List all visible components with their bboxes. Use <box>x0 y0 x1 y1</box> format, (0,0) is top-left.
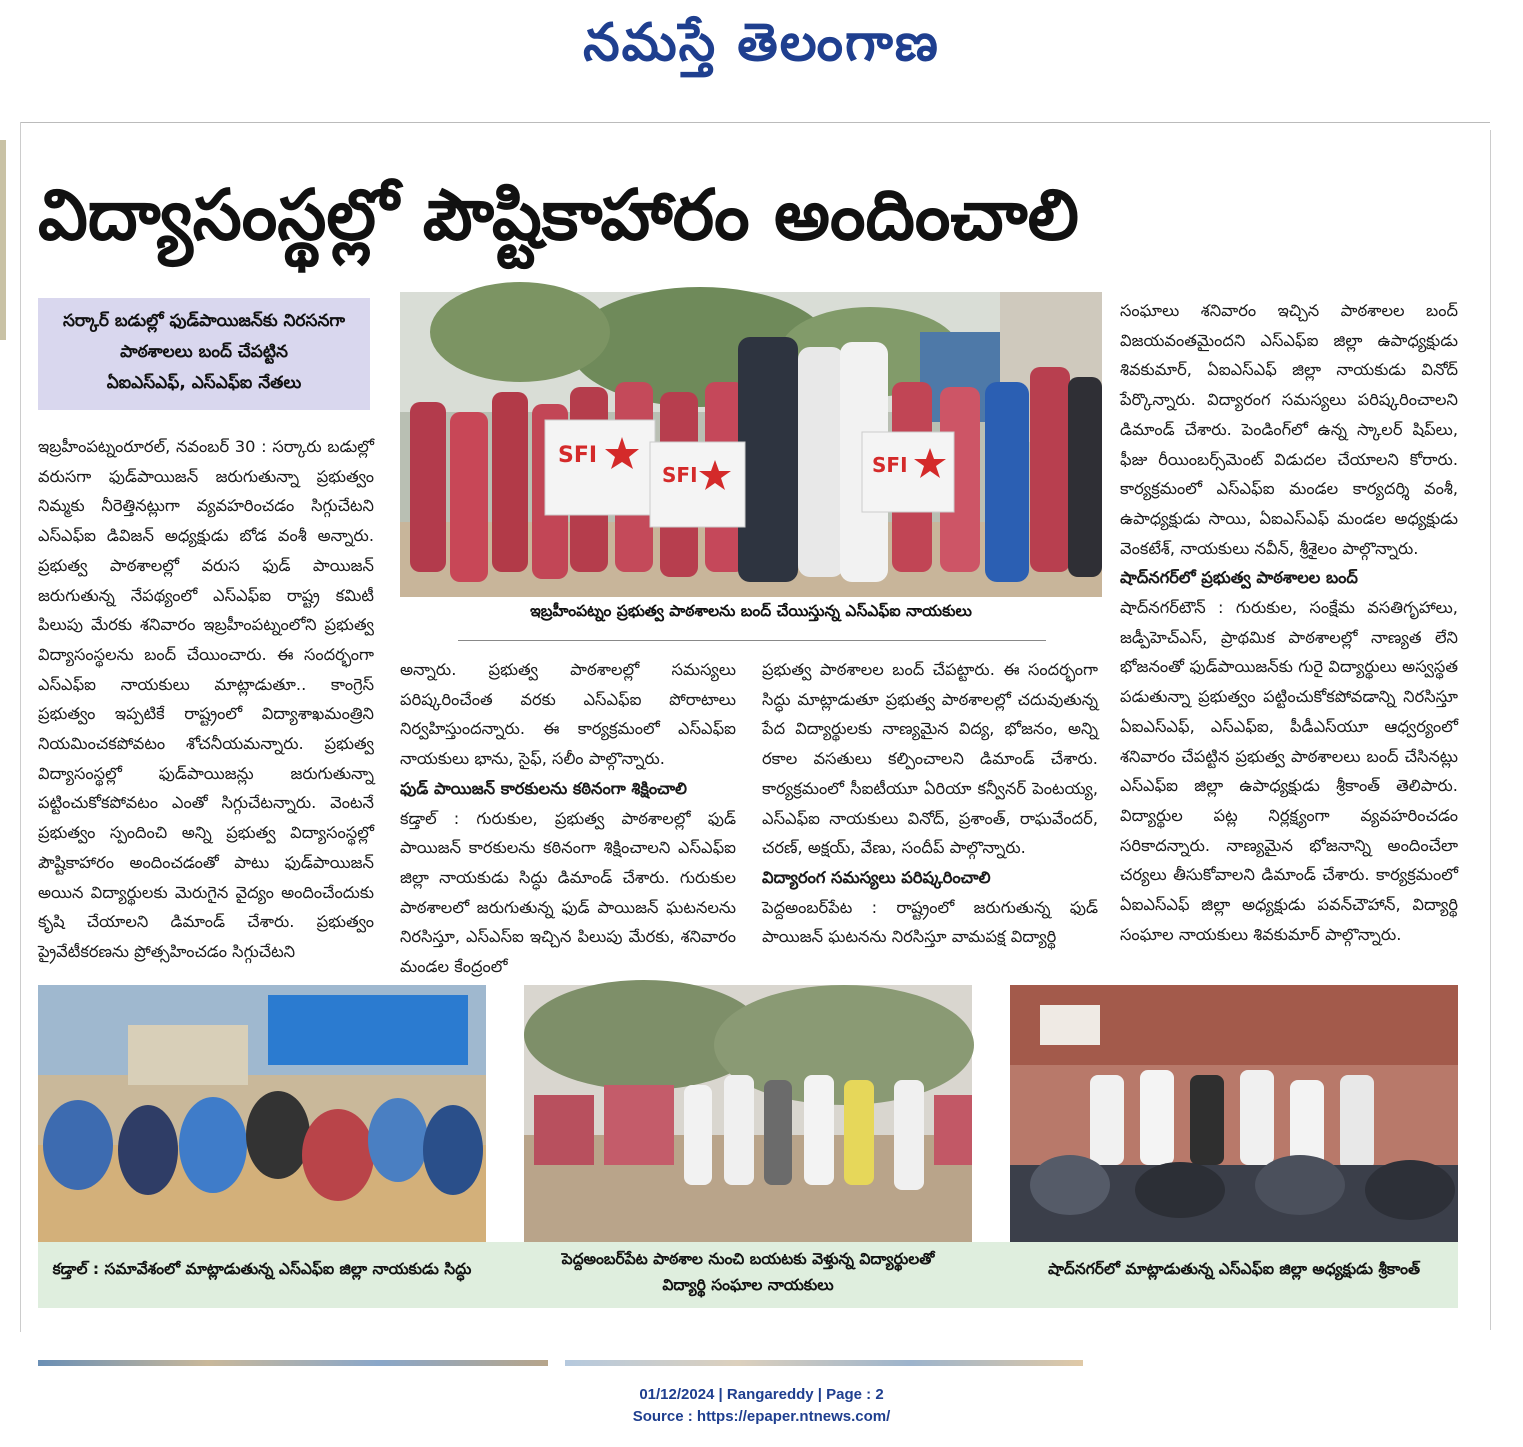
article-column-4 <box>1120 296 1458 961</box>
column-2-body-2: కడ్తాల్ : గురుకుల, ప్రభుత్వ పాఠశాలల్లో ఫుడ్ పాయిజన్ కారకులను కఠినంగా శిక్షించాలని ఎస్‌ఎఫ్ఐ జిల్లా నాయకుడు సిద్ధు డిమాండ్ చేశారు. గురుకుల పాఠశాలలో జరుగుతున్న ఫుడ్ పాయిజన్ ఘటనలను నిరసిస్తూ, ఎస్‌ఎస్ఐ ఇచ్చిన పిలుపు మేరకు, శనివారం మండల కేంద్రంలో <box>400 808 736 977</box>
right-rule <box>1490 130 1491 1330</box>
left-rule <box>20 122 21 1332</box>
next-article-image-strip-right <box>565 1360 1083 1366</box>
subhead-line-3: ఏఐఎస్‌ఎఫ్, ఎస్‌ఎఫ్ఐ నేతలు <box>106 373 302 393</box>
article-column-3 <box>762 655 1098 960</box>
column-3-body-2: పెద్దఅంబర్‌పేట : రాష్ట్రంలో జరుగుతున్న ఫుడ్ పాయిజన్ ఘటనను నిరసిస్తూ వామపక్ష విద్యార్థి <box>762 897 1098 947</box>
bottom-photo-right <box>1010 985 1458 1242</box>
footer-date-line: 01/12/2024 | Rangareddy | Page : 2 <box>639 1386 884 1403</box>
caption-divider <box>458 640 1046 641</box>
flag-text-2: SFI <box>662 463 698 487</box>
top-photo <box>400 292 1102 597</box>
column-4-subheading: షాద్‌నగర్‌లో ప్రభుత్వ పాఠశాలల బంద్ <box>1120 568 1358 588</box>
top-photo-caption: ఇబ్రహీంపట్నం ప్రభుత్వ పాఠశాలను బంద్ చేయిస్తున్న ఎస్‌ఎఫ్ఐ నాయకులు <box>530 602 972 620</box>
article-column-1 <box>38 432 374 962</box>
column-3-subheading: విద్యారంగ సమస్యలు పరిష్కరించాలి <box>762 867 991 887</box>
masthead-logo: నమస్తే తెలంగాణ <box>583 12 940 73</box>
bottom-caption-left: కడ్తాల్ : సమావేశంలో మాట్లాడుతున్న ఎస్‌ఎఫ్ఐ జిల్లా నాయకుడు సిద్ధు <box>52 1260 472 1278</box>
column-3-body-1: ప్రభుత్వ పాఠశాలల బంద్ చేపట్టారు. ఈ సందర్భంగా సిద్ధు మాట్లాడుతూ ప్రభుత్వ పాఠశాలల్లో చదువుతున్న పేద విద్యార్థులకు నాణ్యమైన విద్య, భోజనం, అన్ని రకాల వసతులు కల్పించాలని డిమాండ్ చేశారు. కార్యక్రమంలో సీఐటీయూ ఏరియా కన్వీనర్ పెంటయ్య, ఎస్‌ఎఫ్ఐ నాయకులు వినోద్, ప్రశాంత్, రాఘవేందర్, చరణ్, అక్షయ్, వేణు, సందీప్ పాల్గొన్నారు. <box>762 660 1098 858</box>
bottom-caption-right: షాద్‌నగర్‌లో మాట్లాడుతున్న ఎస్‌ఎఫ్ఐ జిల్లా అధ్యక్షుడు శ్రీకాంత్ <box>1047 1260 1421 1278</box>
subhead-line-1: సర్కార్ బడుల్లో ఫుడ్‌పాయిజన్‌కు నిరసనగా <box>62 311 346 331</box>
footer-source-line: Source : https://epaper.ntnews.com/ <box>632 1408 891 1425</box>
bottom-photo-left <box>38 985 486 1242</box>
flag-text-3: SFI <box>872 453 908 477</box>
top-rule <box>20 122 1490 123</box>
next-article-image-strip-left <box>38 1360 548 1366</box>
column-2-body-1: అన్నారు. ప్రభుత్వ పాఠశాలల్లో సమస్యలు పరిష్కరించేంత వరకు ఎస్‌ఎఫ్ఐ పోరాటాలు నిర్వహిస్తుందన్నారు. ఈ కార్యక్రమంలో ఎస్‌ఎఫ్ఐ నాయకులు భాను, సైఫ్, సలీం పాల్గొన్నారు. <box>400 660 736 769</box>
bottom-caption-middle-line-2: విద్యార్థి సంఘాల నాయకులు <box>662 1276 834 1294</box>
headline: విద్యాసంస్థల్లో పౌష్టికాహారం అందించాలి <box>38 174 1079 256</box>
subhead-line-2: పాఠశాలలు బంద్ చేపట్టిన <box>120 342 288 362</box>
flag-text-1: SFI <box>558 443 598 468</box>
article-column-2 <box>400 655 736 977</box>
subheadline-box <box>38 298 370 410</box>
column-4-body-2: షాద్‌నగర్‌టౌన్ : గురుకుల, సంక్షేమ వసతిగృహాలు, జడ్పీహెచ్‌ఎస్, ప్రాథమిక పాఠశాలల్లో నాణ్యత లేని భోజనంతో ఫుడ్‌పాయిజన్‌కు గురై విద్యార్థులు అస్వస్థత పడుతున్నా ప్రభుత్వం పట్టించుకోకపోవడాన్ని నిరసిస్తూ ఏఐఎస్‌ఎఫ్, ఎస్‌ఎఫ్ఐ, పీడీఎస్‌యూ ఆధ్వర్యంలో శనివారం చేపట్టిన ప్రభుత్వ పాఠశాలలు బంద్ చేసినట్లు ఎస్‌ఎఫ్ఐ జిల్లా ఉపాధ్యక్షుడు శ్రీకాంత్ తెలిపారు. విద్యార్థుల పట్ల నిర్లక్ష్యంగా వ్యవహరించడం సరికాదన్నారు. నాణ్యమైన భోజనాన్ని అందించేలా చర్యలు తీసుకోవాలని డిమాండ్ చేశారు. కార్యక్రమంలో ఏఐఎస్‌ఎఫ్ జిల్లా అధ్యక్షుడు పవన్‌చౌహాన్, విద్యార్థి సంఘాల నాయకులు శివకుమార్ పాల్గొన్నారు. <box>1120 598 1458 944</box>
column-1-body: ఇబ్రహీంపట్నంరూరల్, నవంబర్ 30 : సర్కారు బడుల్లో వరుసగా ఫుడ్‌పాయిజన్ జరుగుతున్నా ప్రభుత్వం నిమ్మకు నీరెత్తినట్లుగా వ్యవహరించడం సిగ్గుచేటని ఎస్‌ఎఫ్ఐ డివిజన్ అధ్యక్షుడు బోడ వంశీ అన్నారు. ప్రభుత్వ పాఠశాలల్లో వరుస ఫుడ్ పాయిజన్ జరుగుతున్న నేపథ్యంలో ఎస్‌ఎఫ్ఐ రాష్ట్ర కమిటీ పిలుపు మేరకు శనివారం ఇబ్రహీంపట్నంలోని ప్రభుత్వ విద్యాసంస్థలను బంద్ చేయించారు. ఈ సందర్భంగా ఎస్‌ఎఫ్ఐ నాయకులు మాట్లాడుతూ.. కాంగ్రెస్ ప్రభుత్వం ఇప్పటికే రాష్ట్రంలో విద్యాశాఖమంత్రిని నియమించకపోవటం శోచనీయమన్నారు. ప్రభుత్వ విద్యాసంస్థల్లో ఫుడ్‌పాయిజన్లు జరుగుతున్నా పట్టించుకోకపోవటం ఎంతో సిగ్గుచేటన్నారు. వెంటనే ప్రభుత్వం స్పందించి అన్ని ప్రభుత్వ విద్యాసంస్థల్లో పౌష్టికాహారం అందించడంతో పాటు ఫుడ్‌పాయిజన్ అయిన విద్యార్థులకు మెరుగైన వైద్యం అందించేందుకు కృషి చేయాలని డిమాండ్ చేశారు. ప్రభుత్వం ప్రైవేటీకరణను ప్రోత్సహించడం సిగ్గుచేటని <box>38 437 374 961</box>
left-edge-strip <box>0 140 6 340</box>
column-2-subheading: ఫుడ్ పాయిజన్ కారకులను కఠినంగా శిక్షించాలి <box>400 778 687 798</box>
bottom-photo-middle <box>524 985 972 1242</box>
bottom-caption-middle-line-1: పెద్దఅంబర్‌పేట పాఠశాల నుంచి బయటకు వెళ్తున్న విద్యార్థులతో <box>561 1250 935 1268</box>
column-4-body-1: సంఘాలు శనివారం ఇచ్చిన పాఠశాలల బంద్ విజయవంతమైందని ఎస్‌ఎఫ్ఐ జిల్లా ఉపాధ్యక్షుడు శివకుమార్, ఏఐఎస్‌ఎఫ్ జిల్లా నాయకుడు వినోద్ పేర్కొన్నారు. విద్యారంగ సమస్యలు పరిష్కరించాలని డిమాండ్ చేశారు. పెండింగ్‌లో ఉన్న స్కాలర్ షిప్‌లు, ఫీజు రీయింబర్స్‌మెంట్ విడుదల చేయాలని కోరారు. కార్యక్రమంలో ఎస్‌ఎఫ్ఐ మండల కార్యదర్శి వంశీ, ఉపాధ్యక్షుడు సాయి, ఏఐఎస్‌ఎఫ్ మండల అధ్యక్షుడు వెంకటేశ్, నాయకులు నవీన్, శ్రీశైలం పాల్గొన్నారు. <box>1120 301 1458 558</box>
